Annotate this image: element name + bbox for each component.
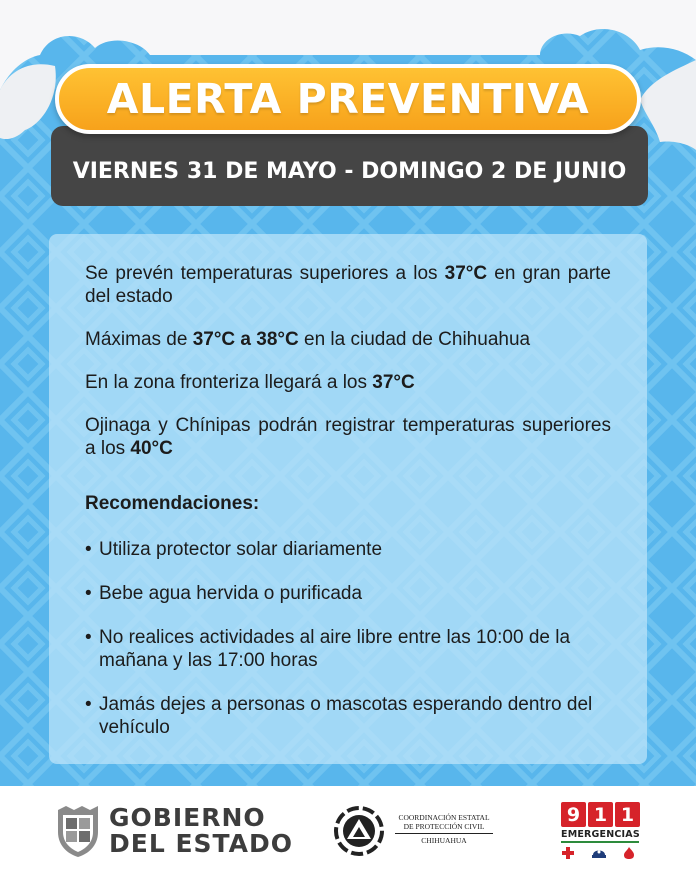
civil-protection-icon [334,806,384,856]
date-range: VIERNES 31 DE MAYO - DOMINGO 2 DE JUNIO [72,159,627,184]
footer-logos [0,786,696,871]
emergency-911-logo [561,802,641,860]
info-box [49,234,647,764]
chihuahua-shield-icon [54,806,102,858]
bullet-icon: • [85,583,92,604]
recommendation-item: • Jamás dejes a personas o mascotas esperando dentro del vehículo [85,694,593,738]
bullet-icon: • [85,539,92,560]
emergency-label: EMERGENCIAS [561,829,640,840]
alert-item: Se prevén temperaturas superiores a los 37°C en gran parte del estado [85,263,612,307]
recommendation-item: • Bebe agua hervida o purificada [85,583,363,604]
recommendation-item: • No realices actividades al aire libre entre las 10:00 de la mañana y las 17:00 horas [85,627,571,671]
alert-item: En la zona fronteriza llegará a los 37°C [85,372,415,393]
alert-title: ALERTA PREVENTIVA [106,75,590,123]
emergency-digit: 9 [561,802,586,827]
police-cap-icon [591,846,607,860]
civil-protection-text: COORDINACIÓN ESTATAL DE PROTECCIÓN CIVIL CHIHUAHUA [389,813,499,845]
recommendation-item: • Utiliza protector solar diariamente [85,539,383,560]
emergency-digit: 1 [588,802,613,827]
fire-icon [623,846,635,860]
alert-title-banner [55,64,641,134]
emergency-digit: 1 [615,802,640,827]
alert-item: Ojinaga y Chínipas podrán registrar temperaturas superiores a los 40°C [85,415,611,459]
date-range-banner [51,126,648,206]
gobierno-logo-text: GOBIERNO DEL ESTADO [109,803,294,858]
recommendations-title: Recomendaciones: [85,493,260,514]
alert-item: Máximas de 37°C a 38°C en la ciudad de Chihuahua [85,329,531,350]
bullet-icon: • [85,694,92,715]
bullet-icon: • [85,627,92,648]
cross-icon [561,846,575,860]
